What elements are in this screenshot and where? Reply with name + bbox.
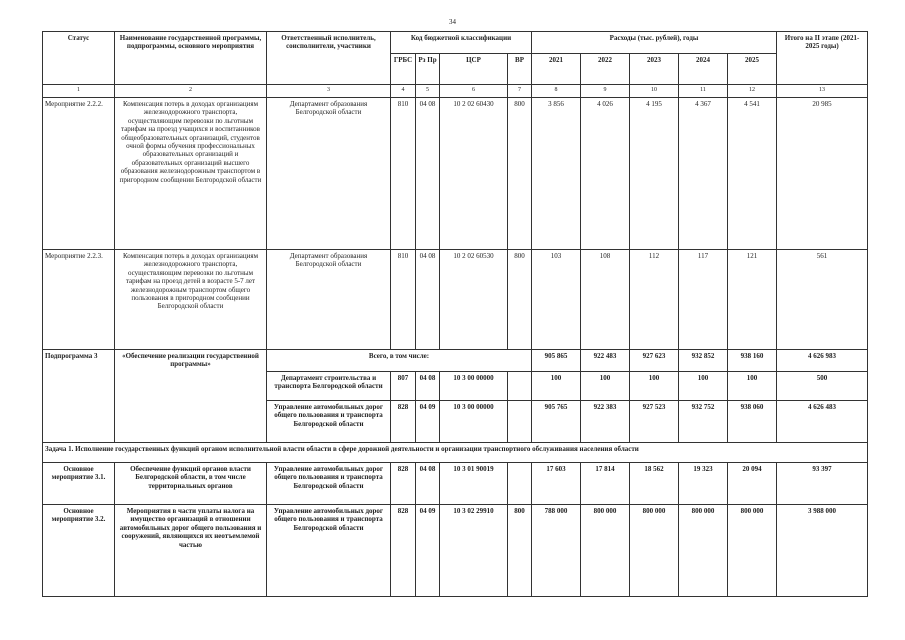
row-name: Компенсация потерь в доходах организациям железнодорожного транспорта, осуществляющим перевозки по льготным тарифам на проезд детей в возрасте 5-7 лет железнодорожным транспортом общего пользования в пригородном сообщении Белгородской области bbox=[115, 250, 267, 350]
row-total-label: Всего, в том числе: bbox=[267, 350, 532, 372]
column-number: 8 bbox=[532, 85, 581, 98]
row-status: Подпрограмма 3 bbox=[43, 350, 115, 443]
budget-table bbox=[42, 31, 868, 597]
row-grbs: 810 bbox=[391, 250, 416, 350]
row-grbs: 807 bbox=[391, 372, 416, 401]
column-number: 11 bbox=[679, 85, 728, 98]
header-rzpr: Рз Пр bbox=[416, 54, 440, 85]
row-y2022: 100 bbox=[581, 372, 630, 401]
row-y2023: 927 523 bbox=[630, 401, 679, 443]
row-y2024: 4 367 bbox=[679, 98, 728, 250]
table-row bbox=[43, 98, 868, 250]
row-y2025: 938 160 bbox=[728, 350, 777, 372]
column-number: 10 bbox=[630, 85, 679, 98]
header-csr: ЦСР bbox=[440, 54, 508, 85]
row-executor: Департамент образования Белгородской области bbox=[267, 98, 391, 250]
row-rzpr: 04 08 bbox=[416, 98, 440, 250]
row-name: Обеспечение функций органов власти Белгородской области, в том числе территориальных органов bbox=[115, 463, 267, 505]
row-total: 20 985 bbox=[777, 98, 868, 250]
row-csr: 10 3 00 00000 bbox=[440, 401, 508, 443]
row-rzpr: 04 08 bbox=[416, 372, 440, 401]
row-status: Мероприятие 2.2.2. bbox=[43, 98, 115, 250]
row-y2022: 108 bbox=[581, 250, 630, 350]
row-grbs: 828 bbox=[391, 401, 416, 443]
table-row bbox=[43, 443, 868, 463]
row-y2025: 20 094 bbox=[728, 463, 777, 505]
header-program-name: Наименование государственной программы, подпрограммы, основного мероприятия bbox=[115, 32, 267, 85]
row-y2021: 17 603 bbox=[532, 463, 581, 505]
row-y2024: 19 323 bbox=[679, 463, 728, 505]
row-y2025: 938 060 bbox=[728, 401, 777, 443]
row-y2023: 800 000 bbox=[630, 505, 679, 597]
row-y2022: 800 000 bbox=[581, 505, 630, 597]
row-y2021: 905 865 bbox=[532, 350, 581, 372]
header-total: Итого на II этапе (2021-2025 годы) bbox=[777, 32, 868, 85]
row-csr: 10 3 00 00000 bbox=[440, 372, 508, 401]
row-name: Компенсация потерь в доходах организациям железнодорожного транспорта, осуществляющим перевозки по льготным тарифам на проезд учащихся и воспитанников общеобразовательных организаций, студентов очной формы обучения профессиональных образовательных организаций и образовательных организаций высшего образования железнодорожным транспортом в пригородном сообщении Белгородской области bbox=[115, 98, 267, 250]
row-y2022: 4 026 bbox=[581, 98, 630, 250]
row-executor: Департамент строительства и транспорта Белгородской области bbox=[267, 372, 391, 401]
header-vr: ВР bbox=[508, 54, 532, 85]
header-executor: Ответственный исполнитель, соисполнители, участники bbox=[267, 32, 391, 85]
row-y2025: 4 541 bbox=[728, 98, 777, 250]
page-number: 34 bbox=[449, 18, 456, 26]
row-total: 500 bbox=[777, 372, 868, 401]
row-y2022: 17 814 bbox=[581, 463, 630, 505]
row-y2025: 800 000 bbox=[728, 505, 777, 597]
row-vr: 800 bbox=[508, 250, 532, 350]
row-grbs: 828 bbox=[391, 463, 416, 505]
column-number: 13 bbox=[777, 85, 868, 98]
header-expenses: Расходы (тыс. рублей), годы bbox=[532, 32, 777, 54]
header-year: 2022 bbox=[581, 54, 630, 85]
row-executor: Управление автомобильных дорог общего пользования и транспорта Белгородской области bbox=[267, 401, 391, 443]
column-number: 6 bbox=[440, 85, 508, 98]
row-rzpr: 04 09 bbox=[416, 505, 440, 597]
row-y2024: 932 852 bbox=[679, 350, 728, 372]
row-y2022: 922 383 bbox=[581, 401, 630, 443]
header-grbs: ГРБС bbox=[391, 54, 416, 85]
table-row bbox=[43, 505, 868, 597]
header-status: Статус bbox=[43, 32, 115, 85]
header-year: 2025 bbox=[728, 54, 777, 85]
column-number: 12 bbox=[728, 85, 777, 98]
row-vr: 800 bbox=[508, 505, 532, 597]
row-csr: 10 2 02 60430 bbox=[440, 98, 508, 250]
row-status: Мероприятие 2.2.3. bbox=[43, 250, 115, 350]
row-y2022: 922 483 bbox=[581, 350, 630, 372]
header-year: 2024 bbox=[679, 54, 728, 85]
row-y2023: 100 bbox=[630, 372, 679, 401]
row-y2021: 100 bbox=[532, 372, 581, 401]
header-year: 2023 bbox=[630, 54, 679, 85]
row-executor: Управление автомобильных дорог общего пользования и транспорта Белгородской области bbox=[267, 463, 391, 505]
table-row bbox=[43, 350, 868, 372]
row-grbs: 810 bbox=[391, 98, 416, 250]
row-executor: Департамент образования Белгородской области bbox=[267, 250, 391, 350]
column-number: 7 bbox=[508, 85, 532, 98]
row-name: Мероприятия в части уплаты налога на имущество организаций в отношении автомобильных дорог общего пользования и сооружений, являющихся их неотъемлемой частью bbox=[115, 505, 267, 597]
row-y2024: 800 000 bbox=[679, 505, 728, 597]
row-vr: 800 bbox=[508, 98, 532, 250]
header-budget-code: Код бюджетной классификации bbox=[391, 32, 532, 54]
row-total: 4 626 983 bbox=[777, 350, 868, 372]
column-number: 4 bbox=[391, 85, 416, 98]
row-y2024: 100 bbox=[679, 372, 728, 401]
row-csr: 10 3 01 90019 bbox=[440, 463, 508, 505]
column-number: 1 bbox=[43, 85, 115, 98]
row-csr: 10 3 02 29910 bbox=[440, 505, 508, 597]
row-y2023: 18 562 bbox=[630, 463, 679, 505]
row-rzpr: 04 08 bbox=[416, 250, 440, 350]
row-y2025: 100 bbox=[728, 372, 777, 401]
column-number: 3 bbox=[267, 85, 391, 98]
row-status: Основное мероприятие 3.2. bbox=[43, 505, 115, 597]
row-y2021: 905 765 bbox=[532, 401, 581, 443]
row-y2023: 4 195 bbox=[630, 98, 679, 250]
row-vr bbox=[508, 463, 532, 505]
row-vr bbox=[508, 372, 532, 401]
task-heading: Задача 1. Исполнение государственных функций органом исполнительной власти области в сфере дорожной деятельности и организации транспортного обслуживания населения области bbox=[43, 443, 868, 463]
row-y2024: 117 bbox=[679, 250, 728, 350]
row-y2023: 112 bbox=[630, 250, 679, 350]
column-number: 5 bbox=[416, 85, 440, 98]
row-y2021: 103 bbox=[532, 250, 581, 350]
row-rzpr: 04 09 bbox=[416, 401, 440, 443]
row-y2021: 788 000 bbox=[532, 505, 581, 597]
row-total: 4 626 483 bbox=[777, 401, 868, 443]
column-number: 9 bbox=[581, 85, 630, 98]
row-grbs: 828 bbox=[391, 505, 416, 597]
row-y2024: 932 752 bbox=[679, 401, 728, 443]
row-executor: Управление автомобильных дорог общего пользования и транспорта Белгородской области bbox=[267, 505, 391, 597]
row-name: «Обеспечение реализации государственной программы» bbox=[115, 350, 267, 443]
row-total: 561 bbox=[777, 250, 868, 350]
row-csr: 10 2 02 60530 bbox=[440, 250, 508, 350]
row-vr bbox=[508, 401, 532, 443]
row-y2023: 927 623 bbox=[630, 350, 679, 372]
column-number: 2 bbox=[115, 85, 267, 98]
table-row bbox=[43, 250, 868, 350]
table-row bbox=[43, 463, 868, 505]
row-total: 3 988 000 bbox=[777, 505, 868, 597]
row-y2021: 3 856 bbox=[532, 98, 581, 250]
row-total: 93 397 bbox=[777, 463, 868, 505]
row-status: Основное мероприятие 3.1. bbox=[43, 463, 115, 505]
row-rzpr: 04 08 bbox=[416, 463, 440, 505]
header-year: 2021 bbox=[532, 54, 581, 85]
row-y2025: 121 bbox=[728, 250, 777, 350]
